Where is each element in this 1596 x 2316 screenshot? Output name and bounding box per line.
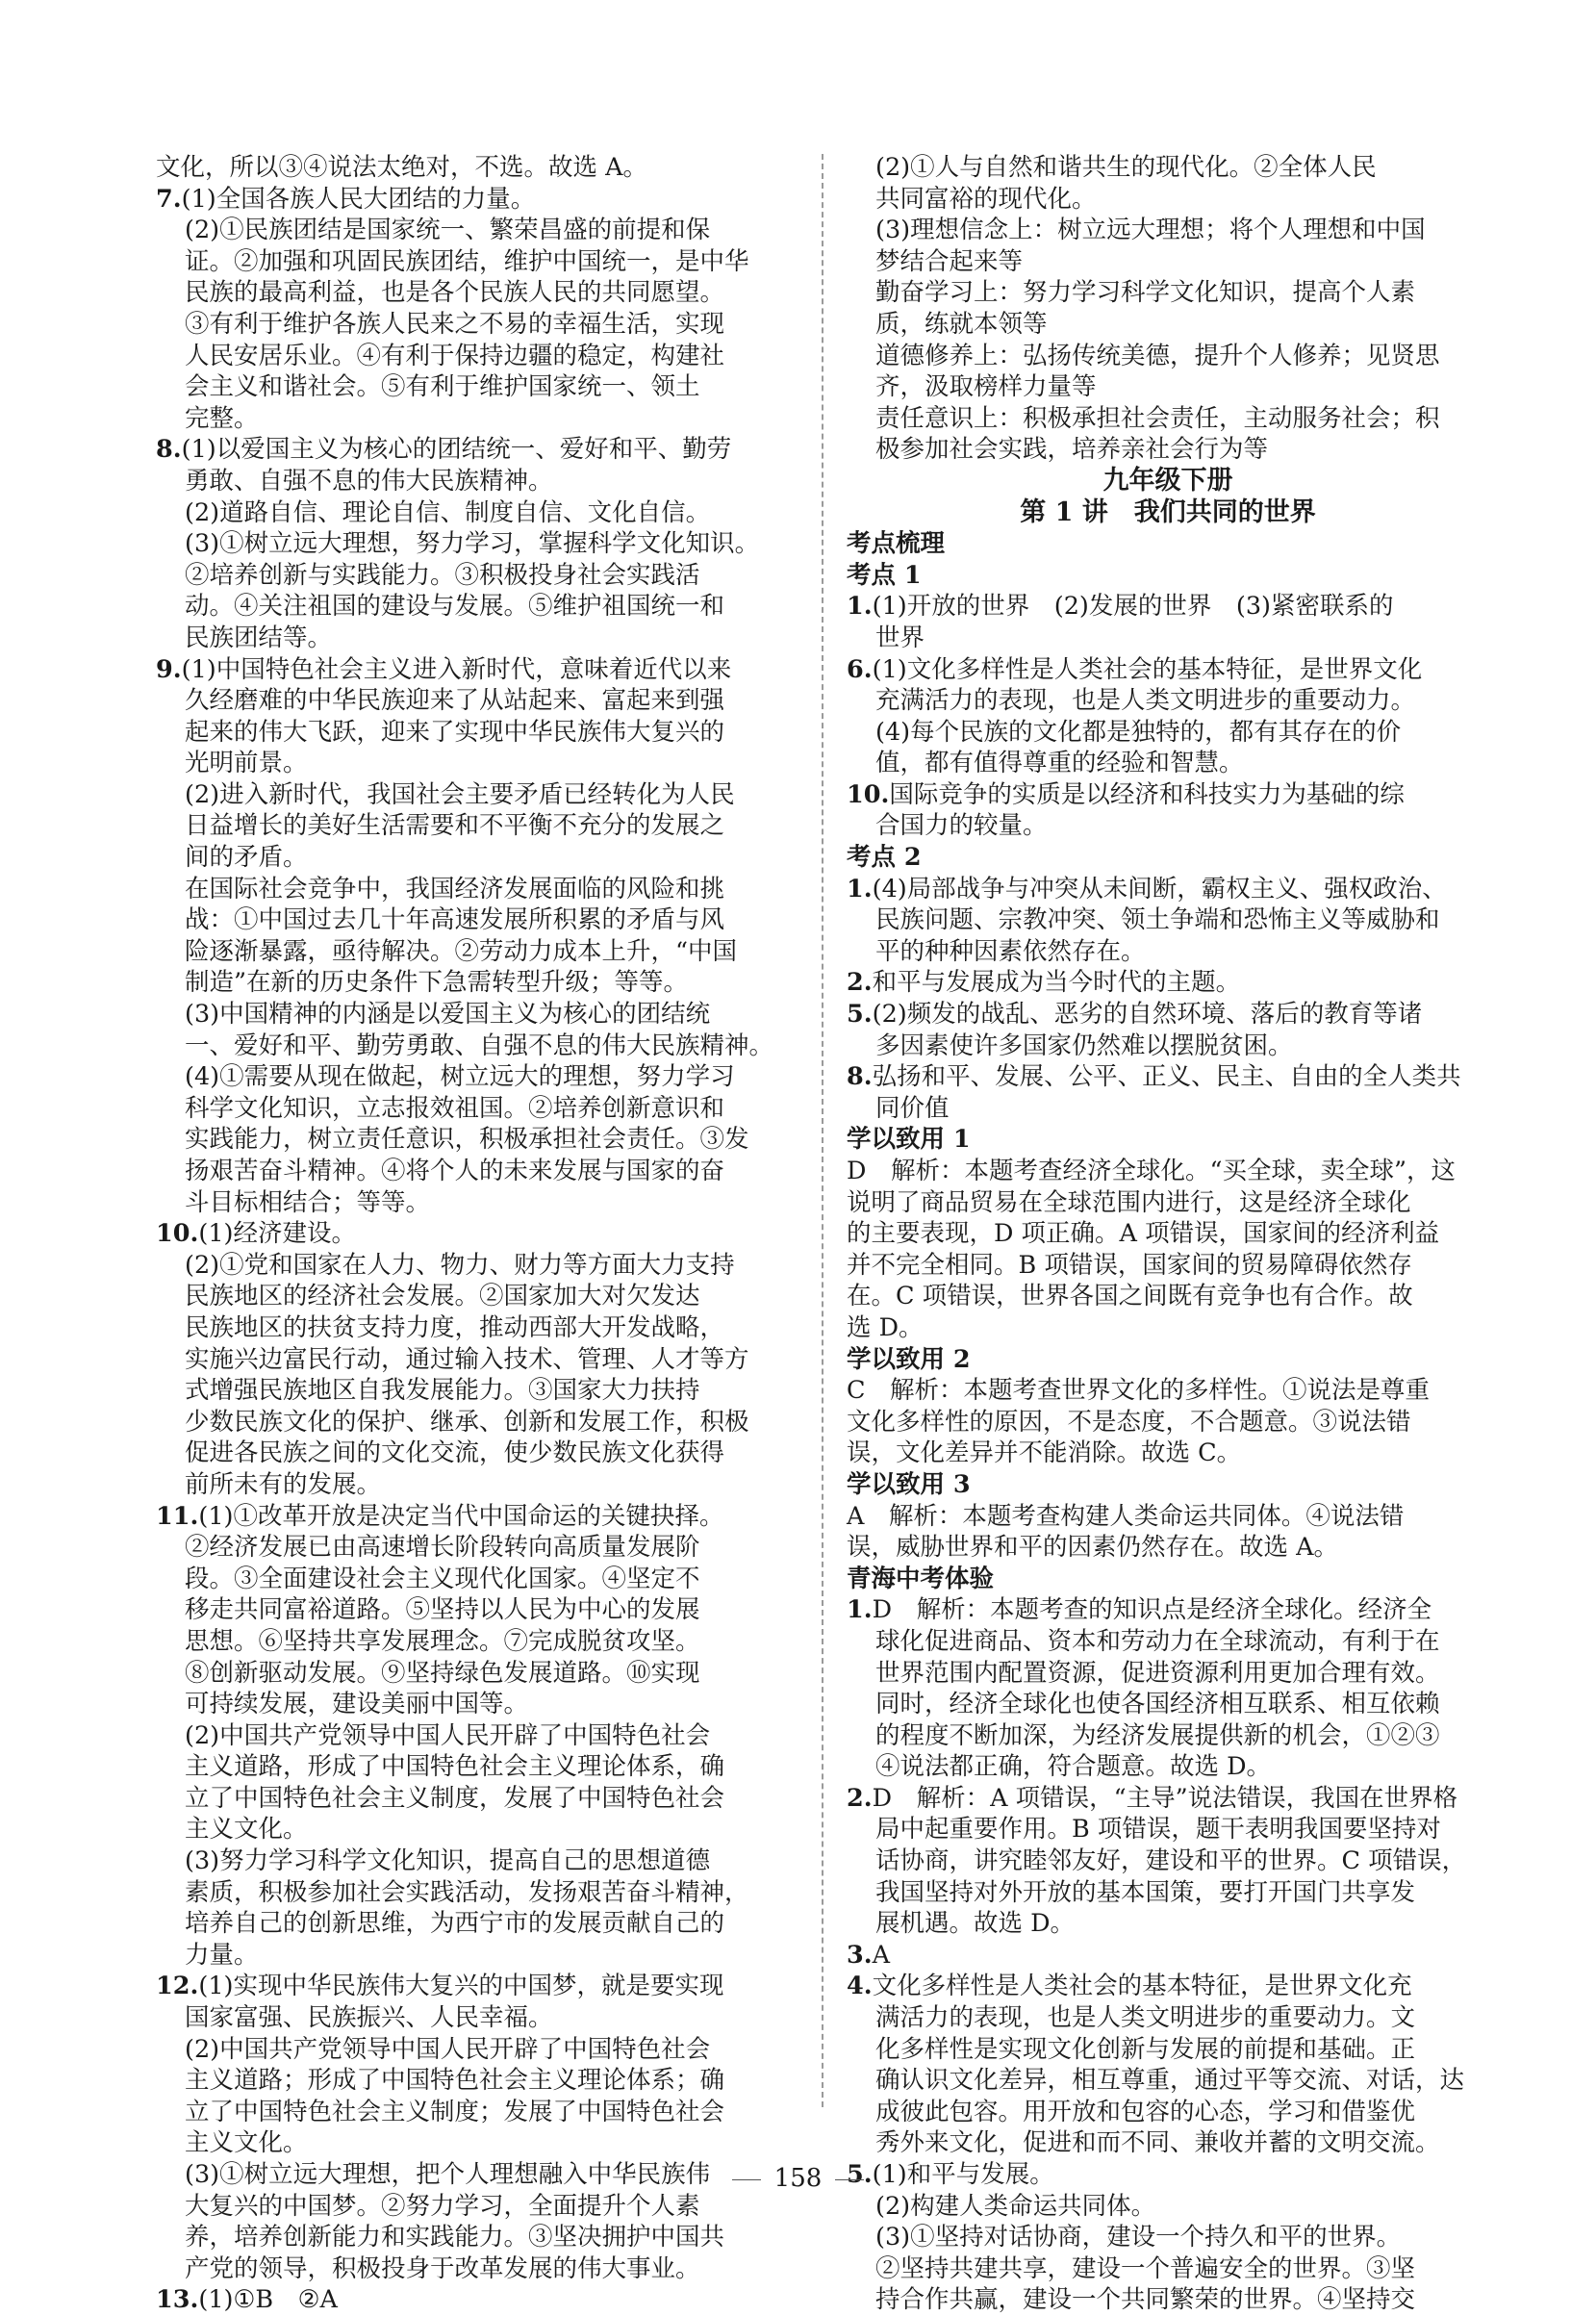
- line-text: 素质，积极参加社会实践活动，发扬艰苦奋斗精神，: [185, 1877, 749, 1907]
- line-text: 一、爱好和平、勤劳勇敢、自强不息的伟大民族精神。: [185, 1031, 774, 1060]
- line-text: (3)①坚持对话协商，建设一个持久和平的世界。: [875, 2223, 1402, 2252]
- line-text: 学以致用 3: [847, 1469, 971, 1499]
- line-text: (1)和平与发展。: [872, 2160, 1054, 2189]
- line-text: 可持续发展，建设美丽中国等。: [185, 1690, 529, 1719]
- line-text: 考点梳理: [847, 529, 946, 559]
- line-text: 值，都有值得尊重的经验和智慧。: [875, 749, 1244, 778]
- text-line: [847, 1814, 1489, 1845]
- line-text: (1)全国各族人民大团结的力量。: [181, 184, 536, 214]
- question-number: 12.: [156, 1972, 199, 2001]
- text-line: [847, 779, 1489, 811]
- text-line: [847, 685, 1489, 717]
- line-text: ⑧创新驱动发展。⑨坚持绿色发展道路。⑩实现: [185, 1658, 700, 1688]
- line-text: C 解析：本题考查世界文化的多样性。①说法是尊重: [847, 1376, 1431, 1406]
- line-text: 世界: [875, 623, 925, 652]
- text-line: [156, 2034, 798, 2066]
- line-text: 道德修养上：弘扬传统美德，提升个人修养；见贤思: [875, 341, 1440, 370]
- text-line: [156, 2127, 798, 2159]
- line-text: (2)构建人类命运共同体。: [875, 2191, 1156, 2221]
- line-text: 说明了商品贸易在全球范围内进行，这是经济全球化: [847, 1187, 1411, 1217]
- line-text: 我国坚持对外开放的基本国策，要打开国门共享发: [875, 1877, 1416, 1907]
- line-text: 动。④关注祖国的建设与发展。⑤维护祖国统一和: [185, 592, 725, 622]
- text-line: [847, 246, 1489, 278]
- question-number: 11.: [156, 1501, 199, 1531]
- text-line: [847, 1156, 1489, 1187]
- text-line: [156, 748, 798, 779]
- line-text: 合国力的较量。: [875, 811, 1048, 841]
- line-text: 局中起重要作用。B 项错误，题干表明我国要坚持对: [875, 1815, 1441, 1845]
- line-text: 持合作共赢，建设一个共同繁荣的世界。④坚持交: [875, 2285, 1416, 2315]
- line-text: 话协商，讲究睦邻友好，建设和平的世界。C 项错误，: [875, 1846, 1467, 1876]
- text-line: [847, 1501, 1489, 1533]
- text-line: [847, 1689, 1489, 1720]
- line-text: 勇敢、自强不息的伟大民族精神。: [185, 466, 553, 496]
- line-text: A 解析：本题考查构建人类命运共同体。④说法错: [847, 1501, 1405, 1531]
- question-number: 8.: [847, 1062, 873, 1092]
- line-text: ③有利于维护各族人民来之不易的幸福生活，实现: [185, 309, 725, 339]
- question-number: 3.: [847, 1940, 873, 1970]
- text-line: [156, 1187, 798, 1219]
- text-line: [847, 403, 1489, 435]
- line-text: 的主要表现，D 项正确。A 项错误，国家间的经济利益: [847, 1219, 1440, 1249]
- text-line: [847, 1751, 1489, 1783]
- line-text: 世界范围内配置资源，促进资源利用更加合理有效。: [875, 1658, 1440, 1688]
- line-text: (1)以爱国主义为核心的团结统一、爱好和平、勤劳: [181, 435, 732, 465]
- line-text: 会主义和谐社会。⑤有利于维护国家统一、领土: [185, 372, 700, 402]
- line-text: 国家富强、民族振兴、人民幸福。: [185, 2003, 553, 2033]
- line-text: 段。③全面建设社会主义现代化国家。④坚定不: [185, 1564, 700, 1593]
- line-text: 民族地区的扶贫支持力度，推动西部大开发战略，: [185, 1312, 725, 1342]
- text-line: [156, 371, 798, 403]
- text-line: [847, 717, 1489, 749]
- text-line: [156, 1626, 798, 1658]
- text-line: [847, 434, 1489, 466]
- text-line: [847, 936, 1489, 968]
- text-line: [156, 1501, 798, 1533]
- text-line: [156, 1532, 798, 1564]
- line-text: D 解析：A 项错误，“主导”说法错误，我国在世界格: [872, 1783, 1458, 1813]
- text-line: [847, 277, 1489, 309]
- text-line: [847, 1093, 1489, 1125]
- text-line: [156, 2284, 798, 2316]
- line-text: 少数民族文化的保护、继承、创新和发展工作，积极: [185, 1407, 749, 1437]
- text-line: [156, 1407, 798, 1438]
- text-line: [847, 560, 1489, 592]
- left-column: [156, 152, 798, 2316]
- text-line: [847, 1031, 1489, 1062]
- text-line: [156, 1689, 798, 1720]
- text-line: [847, 1250, 1489, 1282]
- text-line: [847, 2253, 1489, 2285]
- line-text: (1)实现中华民族伟大复兴的中国梦，就是要实现: [198, 1972, 724, 2001]
- line-text: 和平与发展成为当今时代的主题。: [872, 968, 1241, 998]
- text-line: [847, 1877, 1489, 1909]
- text-line: [847, 152, 1489, 184]
- text-line: [847, 1187, 1489, 1219]
- text-line: [847, 1720, 1489, 1752]
- line-text: 光明前景。: [185, 749, 308, 778]
- text-line: [847, 874, 1489, 905]
- line-text: ②坚持共建共享，建设一个普遍安全的世界。③坚: [875, 2253, 1416, 2283]
- text-line: [156, 779, 798, 811]
- text-line: [156, 1971, 798, 2002]
- text-line: [156, 717, 798, 749]
- line-text: 战：①中国过去几十年高速发展所积累的矛盾与风: [185, 905, 725, 935]
- line-text: 人民安居乐业。④有利于保持边疆的稳定，构建社: [185, 341, 725, 370]
- text-line: [156, 2097, 798, 2128]
- text-line: [847, 842, 1489, 874]
- line-text: 成彼此包容。用开放和包容的心态，学习和借鉴优: [875, 2097, 1416, 2126]
- text-line: [156, 1438, 798, 1469]
- text-line: [156, 1312, 798, 1344]
- text-line: [156, 1908, 798, 1940]
- text-line: [156, 2253, 798, 2285]
- line-text: A: [872, 1940, 891, 1970]
- line-text: 民族问题、宗教冲突、领土争端和恐怖主义等威胁和: [875, 905, 1440, 935]
- line-text: 学以致用 1: [847, 1125, 971, 1155]
- text-line: [847, 654, 1489, 686]
- text-line: [847, 466, 1489, 497]
- line-text: 勤奋学习上：努力学习科学文化知识，提高个人素: [875, 278, 1416, 308]
- question-number: 2.: [847, 968, 873, 998]
- line-text: 充满活力的表现，也是人类文明进步的重要动力。: [875, 686, 1416, 716]
- line-text: 满活力的表现，也是人类文明进步的重要动力。文: [875, 2003, 1416, 2033]
- line-text: 产党的领导，积极投身于改革发展的伟大事业。: [185, 2253, 700, 2283]
- line-text: 实施兴边富民行动，通过输入技术、管理、人才等方: [185, 1344, 749, 1374]
- text-line: [156, 1375, 798, 1407]
- text-line: [847, 999, 1489, 1031]
- line-text: 证。②加强和巩固民族团结，维护中国统一，是中华: [185, 246, 749, 276]
- line-text: 民族的最高利益，也是各个民族人民的共同愿望。: [185, 278, 725, 308]
- line-text: 完整。: [185, 403, 259, 433]
- line-text: (3)①树立远大理想，努力学习，掌握科学文化知识。: [185, 529, 760, 559]
- page-number-dash-left: [732, 2179, 761, 2180]
- line-text: 思想。⑥坚持共享发展理念。⑦完成脱贫攻坚。: [185, 1626, 700, 1656]
- line-text: (1)文化多样性是人类社会的基本特征，是世界文化: [872, 654, 1423, 684]
- line-text: (2)①党和国家在人力、物力、财力等方面大力支持: [185, 1250, 735, 1280]
- line-text: 秀外来文化，促进和而不同、兼收并蓄的文明交流。: [875, 2128, 1440, 2158]
- line-text: 前所未有的发展。: [185, 1469, 382, 1499]
- text-line: [847, 1532, 1489, 1564]
- page-number-dash-right: [835, 2179, 864, 2180]
- line-text: (2)中国共产党领导中国人民开辟了中国特色社会: [185, 2034, 711, 2064]
- text-line: [847, 1971, 1489, 2002]
- text-line: [156, 215, 798, 246]
- text-line: [847, 1407, 1489, 1438]
- text-line: [847, 2097, 1489, 2128]
- line-text: 同时，经济全球化也使各国经济相互联系、相互依赖: [875, 1690, 1440, 1719]
- text-line: [156, 1751, 798, 1783]
- text-line: [156, 654, 798, 686]
- text-line: [847, 184, 1489, 216]
- line-text: (4)局部战争与冲突从未间断，霸权主义、强权政治、: [872, 874, 1447, 903]
- text-line: [156, 2065, 798, 2097]
- text-line: [847, 528, 1489, 560]
- line-text: 大复兴的中国梦。②努力学习，全面提升个人素: [185, 2191, 700, 2221]
- line-text: 斗目标相结合；等等。: [185, 1187, 431, 1217]
- text-line: [847, 1281, 1489, 1312]
- text-line: [156, 341, 798, 372]
- line-text: ④说法都正确，符合题意。故选 D。: [875, 1752, 1272, 1782]
- line-text: (3)①树立远大理想，把个人理想融入中华民族伟: [185, 2160, 711, 2189]
- line-text: D 解析：本题考查经济全球化。“买全球，卖全球”，这: [847, 1157, 1457, 1185]
- line-text: 立了中国特色社会主义制度，发展了中国特色社会: [185, 1783, 725, 1813]
- line-text: 险逐渐暴露，亟待解决。②劳动力成本上升，“中国: [185, 936, 738, 966]
- question-number: 6.: [847, 654, 873, 684]
- question-number: 10.: [847, 779, 890, 809]
- question-number: 4.: [847, 1972, 873, 2001]
- text-line: [847, 1344, 1489, 1376]
- text-line: [156, 1093, 798, 1125]
- text-line: [156, 1250, 798, 1282]
- line-text: 学以致用 2: [847, 1344, 971, 1374]
- line-text: 制造”在新的历史条件下急需转型升级；等等。: [185, 968, 689, 998]
- line-text: 在国际社会竞争中，我国经济发展面临的风险和挑: [185, 874, 725, 903]
- text-line: [847, 215, 1489, 246]
- line-text: (2)中国共产党领导中国人民开辟了中国特色社会: [185, 1720, 711, 1750]
- text-line: [156, 936, 798, 968]
- line-text: (3)努力学习科学文化知识，提高自己的思想道德: [185, 1846, 711, 1876]
- question-number: 1.: [847, 874, 873, 903]
- question-number: 1.: [847, 592, 873, 622]
- question-number: 8.: [156, 435, 182, 465]
- line-text: 间的矛盾。: [185, 843, 308, 873]
- text-line: [156, 2002, 798, 2034]
- line-text: 青海中考体验: [847, 1564, 995, 1593]
- text-line: [156, 560, 798, 592]
- line-text: 考点 2: [847, 843, 922, 873]
- text-line: [156, 309, 798, 341]
- text-line: [847, 1312, 1489, 1344]
- line-text: 齐，汲取榜样力量等: [875, 372, 1097, 402]
- text-line: [156, 246, 798, 278]
- text-line: [847, 623, 1489, 654]
- line-text: (2)道路自信、理论自信、制度自信、文化自信。: [185, 497, 711, 527]
- line-text: 国际竞争的实质是以经济和科技实力为基础的综: [889, 779, 1405, 809]
- text-line: [156, 1281, 798, 1312]
- question-number: 9.: [156, 654, 182, 684]
- line-text: 实践能力，树立责任意识，积极承担社会责任。③发: [185, 1125, 749, 1155]
- column-divider: [822, 154, 823, 2107]
- line-text: 立了中国特色社会主义制度；发展了中国特色社会: [185, 2097, 725, 2126]
- text-line: [847, 1626, 1489, 1658]
- line-text: 在。C 项错误，世界各国之间既有竞争也有合作。故: [847, 1282, 1413, 1311]
- question-number: 5.: [847, 2160, 873, 2189]
- line-text: (1)中国特色社会主义进入新时代，意味着近代以来: [181, 654, 732, 684]
- text-line: [847, 1594, 1489, 1626]
- line-text: 的程度不断加深，为经济发展提供新的机会，①②③: [875, 1720, 1440, 1750]
- text-line: [156, 874, 798, 905]
- text-line: [847, 1124, 1489, 1156]
- line-text: (1)开放的世界 (2)发展的世界 (3)紧密联系的: [872, 592, 1394, 622]
- line-text: 并不完全相同。B 项错误，国家间的贸易障碍依然存: [847, 1250, 1412, 1280]
- text-line: [156, 967, 798, 999]
- line-text: 久经磨难的中华民族迎来了从站起来、富起来到强: [185, 686, 725, 716]
- line-text: 展机遇。故选 D。: [875, 1909, 1076, 1939]
- line-text: 日益增长的美好生活需要和不平衡不充分的发展之: [185, 811, 725, 841]
- text-line: [156, 1344, 798, 1376]
- text-line: [847, 497, 1489, 529]
- text-line: [156, 277, 798, 309]
- line-text: 文化，所以③④说法太绝对，不选。故选 A。: [156, 153, 648, 182]
- line-text: 第 1 讲 我们共同的世界: [1020, 496, 1316, 527]
- line-text: 平的种种因素依然存在。: [875, 936, 1146, 966]
- line-text: 移走共同富裕道路。⑤坚持以人民为中心的发展: [185, 1595, 700, 1625]
- question-number: 7.: [156, 184, 182, 214]
- text-line: [847, 904, 1489, 936]
- text-line: [156, 999, 798, 1031]
- line-text: (2)频发的战乱、恶劣的自然环境、落后的教育等诸: [872, 1000, 1423, 1030]
- text-line: [156, 1469, 798, 1501]
- line-text: (2)①人与自然和谐共生的现代化。②全体人民: [875, 153, 1377, 182]
- line-text: 误，文化差异并不能消除。故选 C。: [847, 1438, 1242, 1468]
- line-text: 共同富裕的现代化。: [875, 184, 1097, 214]
- question-number: 1.: [847, 1595, 873, 1625]
- text-line: [847, 1438, 1489, 1469]
- text-line: [847, 591, 1489, 623]
- line-text: 主义文化。: [185, 2128, 308, 2158]
- line-text: 文化多样性是人类社会的基本特征，是世界文化充: [872, 1972, 1412, 2001]
- text-line: [156, 403, 798, 435]
- text-line: [156, 466, 798, 497]
- line-text: 起来的伟大飞跃，迎来了实现中华民族伟大复兴的: [185, 717, 725, 747]
- text-line: [847, 1375, 1489, 1407]
- line-text: 选 D。: [847, 1312, 924, 1342]
- line-text: 养，培养创新能力和实践能力。③坚决拥护中国共: [185, 2223, 725, 2252]
- text-line: [156, 1814, 798, 1845]
- text-line: [847, 1908, 1489, 1940]
- text-line: [156, 1940, 798, 1972]
- line-text: 极参加社会实践，培养亲社会行为等: [875, 435, 1269, 465]
- question-number: 10.: [156, 1219, 199, 1249]
- text-line: [156, 1877, 798, 1909]
- text-line: [156, 1720, 798, 1752]
- text-line: [156, 842, 798, 874]
- right-column: [847, 152, 1489, 2316]
- text-line: [847, 2034, 1489, 2066]
- text-line: [847, 1218, 1489, 1250]
- text-line: [847, 1940, 1489, 1972]
- line-text: 误，威胁世界和平的因素仍然存在。故选 A。: [847, 1533, 1339, 1563]
- text-line: [847, 1061, 1489, 1093]
- text-line: [847, 341, 1489, 372]
- text-line: [156, 904, 798, 936]
- text-line: [156, 810, 798, 842]
- text-line: [156, 1658, 798, 1690]
- text-line: [156, 1124, 798, 1156]
- line-text: D 解析：本题考查的知识点是经济全球化。经济全: [872, 1595, 1432, 1625]
- text-line: [156, 1031, 798, 1062]
- text-line: [156, 2191, 798, 2223]
- text-line: [847, 2127, 1489, 2159]
- line-text: 促进各民族之间的文化交流，使少数民族文化获得: [185, 1438, 725, 1468]
- text-line: [847, 1783, 1489, 1815]
- line-text: 式增强民族地区自我发展能力。③国家大力扶持: [185, 1376, 700, 1406]
- line-text: 确认识文化差异，相互尊重，通过平等交流、对话，达: [875, 2066, 1465, 2096]
- line-text: 培养自己的创新思维，为西宁市的发展贡献自己的: [185, 1909, 725, 1939]
- line-text: 球化促进商品、资本和劳动力在全球流动，有利于在: [875, 1626, 1440, 1656]
- line-text: 民族团结等。: [185, 623, 333, 652]
- text-line: [847, 2002, 1489, 2034]
- line-text: 文化多样性的原因，不是态度，不合题意。③说法错: [847, 1407, 1411, 1437]
- text-line: [847, 2065, 1489, 2097]
- text-line: [156, 152, 798, 184]
- line-text: 民族地区的经济社会发展。②国家加大对欠发达: [185, 1282, 700, 1311]
- text-line: [156, 1594, 798, 1626]
- line-text: (1)经济建设。: [198, 1219, 356, 1249]
- line-text: 同价值: [875, 1093, 950, 1123]
- line-text: 主义道路；形成了中国特色社会主义理论体系；确: [185, 2066, 725, 2096]
- line-text: 主义文化。: [185, 1815, 308, 1845]
- line-text: 考点 1: [847, 560, 922, 590]
- text-line: [847, 810, 1489, 842]
- text-line: [156, 434, 798, 466]
- text-line: [847, 1845, 1489, 1877]
- line-text: 梦结合起来等: [875, 246, 1024, 276]
- text-line: [156, 184, 798, 216]
- text-line: [156, 1218, 798, 1250]
- text-line: [847, 748, 1489, 779]
- line-text: (1)①改革开放是决定当代中国命运的关键抉择。: [198, 1501, 724, 1531]
- text-line: [847, 1658, 1489, 1690]
- text-line: [156, 1156, 798, 1187]
- text-line: [156, 1845, 798, 1877]
- text-line: [847, 2284, 1489, 2316]
- text-line: [156, 685, 798, 717]
- line-text: 质，练就本领等: [875, 309, 1048, 339]
- text-line: [847, 1564, 1489, 1595]
- text-line: [156, 1783, 798, 1815]
- text-line: [156, 1061, 798, 1093]
- page-number-text: 158: [773, 2164, 823, 2193]
- line-text: ②培养创新与实践能力。③积极投身社会实践活: [185, 560, 700, 590]
- text-line: [847, 2191, 1489, 2223]
- text-line: [847, 309, 1489, 341]
- line-text: 九年级下册: [1102, 465, 1233, 496]
- line-text: (1)①B ②A: [198, 2285, 338, 2315]
- line-text: (2)进入新时代，我国社会主要矛盾已经转化为人民: [185, 779, 735, 809]
- text-line: [156, 623, 798, 654]
- line-text: 扬艰苦奋斗精神。④将个人的未来发展与国家的奋: [185, 1157, 725, 1185]
- text-line: [156, 528, 798, 560]
- line-text: 科学文化知识，立志报效祖国。②培养创新意识和: [185, 1093, 725, 1123]
- question-number: 5.: [847, 1000, 873, 1030]
- line-text: (2)①民族团结是国家统一、繁荣昌盛的前提和保: [185, 216, 711, 245]
- line-text: (4)①需要从现在做起，树立远大的理想，努力学习: [185, 1062, 735, 1092]
- text-line: [847, 1469, 1489, 1501]
- text-line: [156, 591, 798, 623]
- line-text: 化多样性是实现文化创新与发展的前提和基础。正: [875, 2034, 1416, 2064]
- question-number: 13.: [156, 2285, 199, 2315]
- line-text: (3)理想信念上：树立远大理想；将个人理想和中国: [875, 216, 1426, 245]
- text-line: [847, 967, 1489, 999]
- line-text: 弘扬和平、发展、公平、正义、民主、自由的全人类共: [872, 1062, 1461, 1092]
- line-text: 力量。: [185, 1940, 259, 1970]
- line-text: 责任意识上：积极承担社会责任，主动服务社会；积: [875, 403, 1440, 433]
- line-text: ②经济发展已由高速增长阶段转向高质量发展阶: [185, 1533, 700, 1563]
- line-text: (4)每个民族的文化都是独特的，都有其存在的价: [875, 717, 1402, 747]
- question-number: 2.: [847, 1783, 873, 1813]
- line-text: 多因素使许多国家仍然难以摆脱贫困。: [875, 1031, 1293, 1060]
- line-text: (3)中国精神的内涵是以爱国主义为核心的团结统: [185, 1000, 711, 1030]
- text-line: [156, 497, 798, 529]
- line-text: 主义道路，形成了中国特色社会主义理论体系，确: [185, 1752, 725, 1782]
- text-line: [847, 371, 1489, 403]
- page-number: [0, 2164, 1596, 2193]
- text-line: [156, 1564, 798, 1595]
